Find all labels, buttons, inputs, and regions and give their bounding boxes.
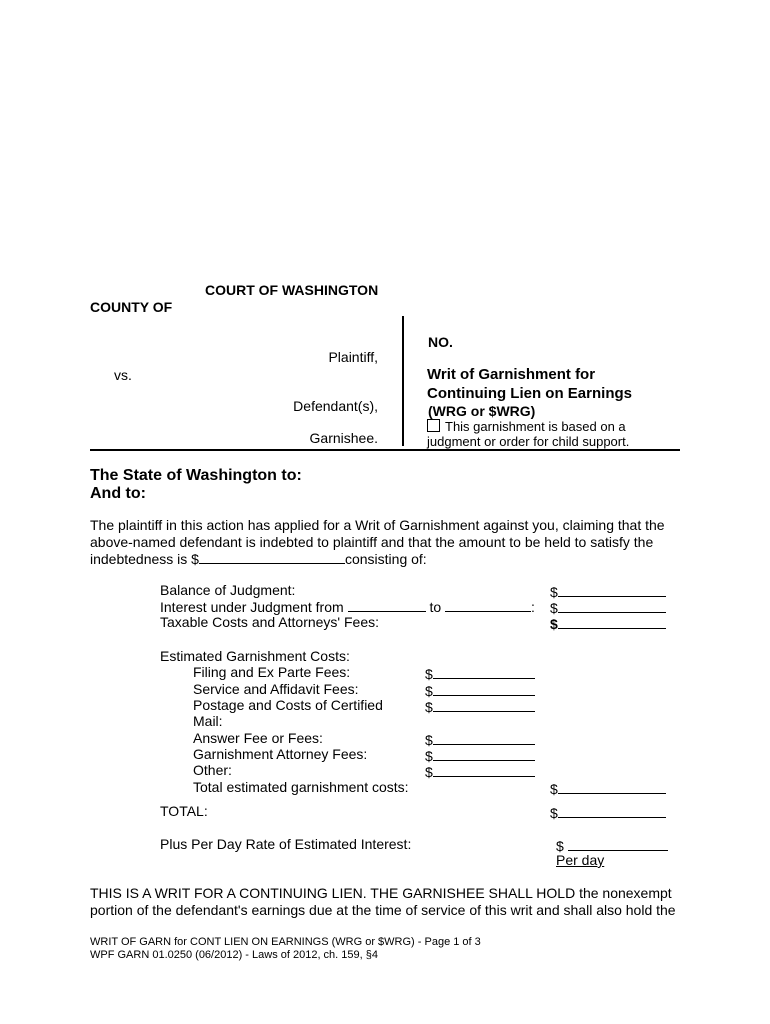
total-estimated-costs-field[interactable] [558, 779, 666, 794]
service-fees-field[interactable] [433, 681, 535, 696]
vs-label: vs. [114, 367, 132, 383]
child-support-text-line2: judgment or order for child support. [427, 434, 630, 449]
postage-field[interactable] [433, 697, 535, 712]
per-day-interest-label: Plus Per Day Rate of Estimated Interest: [160, 836, 412, 852]
garnishment-costs-heading: Estimated Garnishment Costs: [160, 648, 350, 664]
intro-line2: above-named defendant is indebted to plaintiff and that the amount to be held to satisfy the [90, 534, 654, 550]
garnishee-label: Garnishee. [309, 430, 378, 446]
caption-divider-vertical [402, 316, 404, 446]
defendants-label: Defendant(s), [293, 398, 378, 414]
balance-amount-field[interactable] [558, 582, 666, 597]
child-support-checkbox[interactable] [427, 419, 440, 432]
per-day-amount-field[interactable] [568, 836, 668, 851]
postage-label-line2: Mail: [193, 713, 223, 729]
county-label: COUNTY OF [90, 299, 173, 315]
caption-divider-horizontal [90, 449, 680, 451]
interest-row: Interest under Judgment from to : [160, 599, 535, 615]
child-support-option [427, 419, 626, 434]
per-day-unit: Per day [556, 852, 605, 868]
answer-fee-label: Answer Fee or Fees: [193, 730, 323, 746]
service-fees-amount: $ [425, 681, 535, 699]
salutation-state: The State of Washington to: [90, 467, 302, 484]
total-label: TOTAL: [160, 803, 208, 819]
answer-fee-amount: $ [425, 730, 535, 748]
taxable-costs-label: Taxable Costs and Attorneys' Fees: [160, 614, 380, 630]
answer-fee-field[interactable] [433, 730, 535, 745]
salutation-and-to: And to: [90, 485, 146, 502]
other-costs-label: Other: [193, 762, 232, 778]
balance-amount: $ [550, 582, 666, 600]
attorney-fees-label: Garnishment Attorney Fees: [193, 746, 368, 762]
attorney-fees-amount: $ [425, 746, 535, 764]
total-estimated-costs-amount: $ [550, 779, 666, 797]
filing-fees-field[interactable] [433, 664, 535, 679]
total-estimated-costs-label: Total estimated garnishment costs: [193, 779, 409, 795]
balance-of-judgment-label: Balance of Judgment: [160, 582, 296, 598]
service-fees-label: Service and Affidavit Fees: [193, 681, 359, 697]
postage-amount: $ [425, 697, 535, 715]
other-costs-field[interactable] [433, 762, 535, 777]
interest-from-field[interactable] [348, 598, 426, 612]
filing-fees-amount: $ [425, 664, 535, 682]
taxable-amount: $ [550, 614, 666, 632]
footer-line1: WRIT OF GARN for CONT LIEN ON EARNINGS (WRG or $WRG) - Page 1 of 3 [90, 936, 481, 948]
child-support-text-line1: This garnishment is based on a [445, 419, 626, 434]
lien-line1: THIS IS A WRIT FOR A CONTINUING LIEN. THE GARNISHEE SHALL HOLD the nonexempt [90, 885, 672, 901]
lien-line2: portion of the defendant's earnings due at the time of service of this writ and shall also hold the [90, 902, 676, 918]
other-costs-amount: $ [425, 762, 535, 780]
intro-line1: The plaintiff in this action has applied for a Writ of Garnishment against you, claiming that the [90, 517, 665, 533]
intro-line3: indebtedness is $ consisting of: [90, 551, 427, 567]
taxable-amount-field[interactable] [558, 614, 666, 629]
court-name: COURT OF WASHINGTON [205, 282, 379, 298]
postage-label-line1: Postage and Costs of Certified [193, 697, 383, 713]
total-amount-field[interactable] [558, 803, 666, 818]
case-number-label: NO. [428, 334, 453, 350]
filing-fees-label: Filing and Ex Parte Fees: [193, 664, 351, 680]
interest-to-field[interactable] [445, 598, 531, 612]
total-amount: $ [550, 803, 666, 821]
interest-amount-field[interactable] [558, 598, 666, 613]
document-title-line2: Continuing Lien on Earnings [427, 385, 632, 402]
plaintiff-label: Plaintiff, [328, 349, 378, 365]
per-day-amount: $ [556, 836, 668, 854]
document-title-line1: Writ of Garnishment for [427, 366, 596, 383]
document-title-line3: (WRG or $WRG) [428, 403, 536, 419]
interest-amount: $ [550, 598, 666, 616]
attorney-fees-field[interactable] [433, 746, 535, 761]
indebtedness-amount-field[interactable] [199, 550, 345, 564]
footer-line2: WPF GARN 01.0250 (06/2012) - Laws of 2012, ch. 159, §4 [90, 949, 378, 961]
